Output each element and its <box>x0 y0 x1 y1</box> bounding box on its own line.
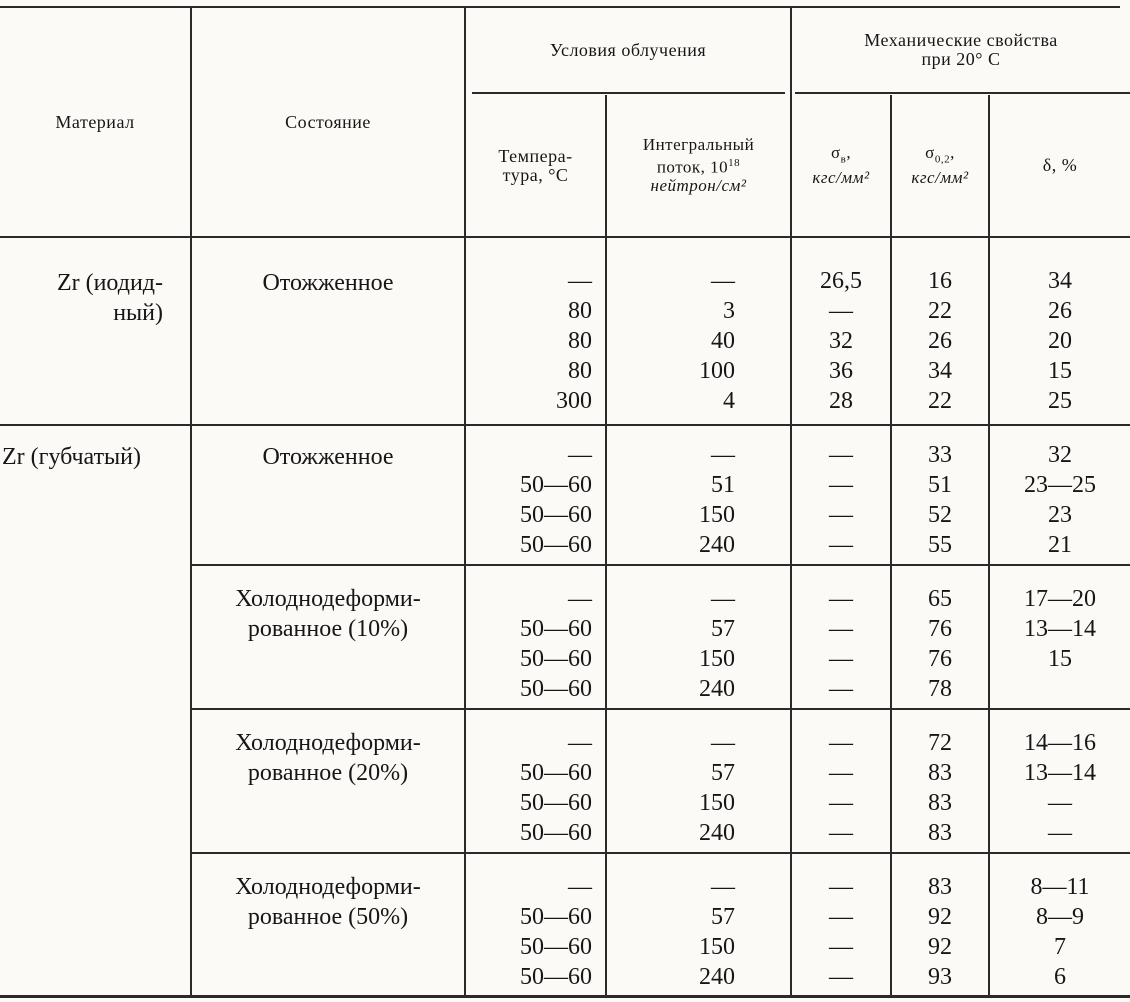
column-sigma-b-group-2 <box>792 440 890 560</box>
cell-sigma-02: 83 <box>928 874 952 900</box>
column-sigma-02-group-4 <box>892 728 988 848</box>
column-flux-group-4 <box>607 728 735 848</box>
column-delta-group-5 <box>990 872 1130 992</box>
cell-delta: — <box>1048 790 1072 816</box>
cell-sigma-02: 65 <box>928 586 952 612</box>
cell-temperature: 50—60 <box>520 616 592 642</box>
cell-sigma-02: 33 <box>928 442 952 468</box>
column-delta-group-1 <box>990 266 1130 416</box>
cell-sigma-b: — <box>829 502 853 528</box>
cell-sigma-02: 76 <box>928 646 952 672</box>
state-annealed-1: Отожженное <box>262 270 394 296</box>
cell-sigma-02: 16 <box>928 268 952 294</box>
cell-sigma-b: — <box>829 532 853 558</box>
cell-sigma-b: — <box>829 904 853 930</box>
cell-sigma-b: — <box>829 616 853 642</box>
cell-flux: 51 <box>711 472 735 498</box>
cell-delta: 21 <box>1048 532 1072 558</box>
cell-sigma-b: — <box>829 646 853 672</box>
cell-sigma-02: 78 <box>928 676 952 702</box>
cell-temperature: 50—60 <box>520 964 592 990</box>
cell-temperature: — <box>568 442 592 468</box>
cell-flux: 57 <box>711 616 735 642</box>
table-bottom-rule <box>0 995 1130 998</box>
state-cold-worked-20: Холоднодеформи- рованное (20%) <box>235 730 421 786</box>
cell-temperature: 50—60 <box>520 820 592 846</box>
material-zr-iodide: Zr (иодид- ный) <box>56 270 163 326</box>
column-sigma-b-group-1 <box>792 266 890 416</box>
irradiation-header-rule <box>472 92 785 94</box>
cell-temperature: — <box>568 268 592 294</box>
state-annealed-2: Отожженное <box>262 444 394 470</box>
cell-flux: — <box>711 268 735 294</box>
column-delta-group-2 <box>990 440 1130 560</box>
cell-sigma-02: 22 <box>928 388 952 414</box>
cell-sigma-b: — <box>829 676 853 702</box>
cell-flux: 150 <box>699 934 735 960</box>
cell-sigma-02: 83 <box>928 790 952 816</box>
header-mechanical-properties: Механические свойства при 20° С <box>864 30 1058 69</box>
cell-delta: 34 <box>1048 268 1072 294</box>
cell-flux: 3 <box>723 298 735 324</box>
header-integral-flux: Интегральный поток, $10^{18}$ нейтрон/см² <box>642 135 755 195</box>
column-temperature-group-1 <box>466 266 592 416</box>
column-flux-group-2 <box>607 440 735 560</box>
cell-delta: 14—16 <box>1024 730 1096 756</box>
cell-temperature: 50—60 <box>520 760 592 786</box>
column-flux-group-1 <box>607 266 735 416</box>
cell-temperature: — <box>568 586 592 612</box>
cell-sigma-02: 26 <box>928 328 952 354</box>
cell-temperature: — <box>568 730 592 756</box>
cell-sigma-b: — <box>829 472 853 498</box>
cell-sigma-b: — <box>829 820 853 846</box>
cell-temperature: 80 <box>568 358 592 384</box>
cell-flux: — <box>711 874 735 900</box>
cell-sigma-02: 93 <box>928 964 952 990</box>
state-cold-worked-50: Холоднодеформи- рованное (50%) <box>235 874 421 930</box>
header-sigma-02: $\sigma_{0,2}$, кгс/мм² <box>911 143 969 187</box>
cell-delta: 15 <box>1048 646 1072 672</box>
cell-flux: 57 <box>711 760 735 786</box>
cell-sigma-02: 92 <box>928 904 952 930</box>
column-temperature-group-4 <box>466 728 592 848</box>
column-delta-group-4 <box>990 728 1130 848</box>
cell-sigma-b: — <box>829 298 853 324</box>
cell-sigma-b: 36 <box>829 358 853 384</box>
header-irradiation-conditions: Условия облучения <box>549 39 707 60</box>
cell-sigma-b: — <box>829 760 853 786</box>
cell-temperature: 50—60 <box>520 904 592 930</box>
cell-flux: 150 <box>699 646 735 672</box>
cell-flux: 150 <box>699 502 735 528</box>
cell-sigma-02: 83 <box>928 760 952 786</box>
cell-sigma-b: 28 <box>829 388 853 414</box>
cell-delta: 7 <box>1054 934 1066 960</box>
column-flux-group-3 <box>607 584 735 704</box>
header-sigma-b: $\sigma_в$, кгс/мм² <box>812 143 870 187</box>
cell-delta: 23—25 <box>1024 472 1096 498</box>
cell-sigma-b: 26,5 <box>820 268 862 294</box>
column-sigma-b-group-4 <box>792 728 890 848</box>
cell-flux: 4 <box>723 388 735 414</box>
cell-sigma-b: — <box>829 934 853 960</box>
header-material: Материал <box>55 111 135 132</box>
cell-temperature: 80 <box>568 328 592 354</box>
column-temperature-group-5 <box>466 872 592 992</box>
cell-delta: — <box>1048 820 1072 846</box>
cell-flux: 240 <box>699 676 735 702</box>
cell-sigma-02: 52 <box>928 502 952 528</box>
cell-delta: 32 <box>1048 442 1072 468</box>
cell-sigma-02: 76 <box>928 616 952 642</box>
cell-temperature: — <box>568 874 592 900</box>
cell-temperature: 50—60 <box>520 790 592 816</box>
cell-sigma-02: 83 <box>928 820 952 846</box>
cell-temperature: 50—60 <box>520 676 592 702</box>
column-sigma-02-group-1 <box>892 266 988 416</box>
header-delta: δ, % <box>1042 155 1078 175</box>
mechanical-header-rule <box>795 92 1130 94</box>
column-sigma-02-group-2 <box>892 440 988 560</box>
cell-delta: 8—11 <box>1030 874 1090 900</box>
column-temperature-group-3 <box>466 584 592 704</box>
cell-delta: 13—14 <box>1024 616 1096 642</box>
cell-sigma-b: — <box>829 442 853 468</box>
cell-delta: 25 <box>1048 388 1072 414</box>
column-sigma-b-group-5 <box>792 872 890 992</box>
cell-temperature: 80 <box>568 298 592 324</box>
cell-temperature: 50—60 <box>520 646 592 672</box>
cell-temperature: 300 <box>556 388 592 414</box>
cell-flux: 150 <box>699 790 735 816</box>
cell-sigma-b: 32 <box>829 328 853 354</box>
cell-temperature: 50—60 <box>520 532 592 558</box>
cell-flux: — <box>711 586 735 612</box>
cell-delta: 17—20 <box>1024 586 1096 612</box>
header-temperature: Темпера- тура, °C <box>498 145 573 185</box>
cell-flux: 100 <box>699 358 735 384</box>
cell-sigma-b: — <box>829 964 853 990</box>
cell-delta: 6 <box>1054 964 1066 990</box>
cell-sigma-b: — <box>829 586 853 612</box>
header-bottom-rule <box>0 236 1130 238</box>
cell-sigma-02: 22 <box>928 298 952 324</box>
column-delta-group-3 <box>990 584 1130 704</box>
cell-sigma-b: — <box>829 874 853 900</box>
cell-sigma-02: 72 <box>928 730 952 756</box>
column-sigma-02-group-5 <box>892 872 988 992</box>
material-divider-rule <box>0 424 1130 426</box>
header-state: Состояние <box>285 111 371 132</box>
cell-sigma-02: 92 <box>928 934 952 960</box>
cell-flux: 240 <box>699 532 735 558</box>
cell-sigma-02: 34 <box>928 358 952 384</box>
column-temperature-group-2 <box>466 440 592 560</box>
cell-delta: 8—9 <box>1036 904 1084 930</box>
cell-temperature: 50—60 <box>520 472 592 498</box>
cell-sigma-b: — <box>829 730 853 756</box>
cell-sigma-b: — <box>829 790 853 816</box>
cell-temperature: 50—60 <box>520 934 592 960</box>
cell-delta: 23 <box>1048 502 1072 528</box>
cell-flux: 240 <box>699 964 735 990</box>
cell-flux: — <box>711 730 735 756</box>
material-zr-sponge: Zr (губчатый) <box>2 444 142 470</box>
state-cold-worked-10: Холоднодеформи- рованное (10%) <box>235 586 421 642</box>
cell-flux: — <box>711 442 735 468</box>
cell-flux: 40 <box>711 328 735 354</box>
column-sigma-b-group-3 <box>792 584 890 704</box>
cell-sigma-02: 51 <box>928 472 952 498</box>
cell-delta: 20 <box>1048 328 1072 354</box>
column-sigma-02-group-3 <box>892 584 988 704</box>
cell-temperature: 50—60 <box>520 502 592 528</box>
cell-flux: 240 <box>699 820 735 846</box>
cell-sigma-02: 55 <box>928 532 952 558</box>
cell-delta: 26 <box>1048 298 1072 324</box>
column-flux-group-5 <box>607 872 735 992</box>
cell-delta: 13—14 <box>1024 760 1096 786</box>
cell-flux: 57 <box>711 904 735 930</box>
cell-delta: 15 <box>1048 358 1072 384</box>
